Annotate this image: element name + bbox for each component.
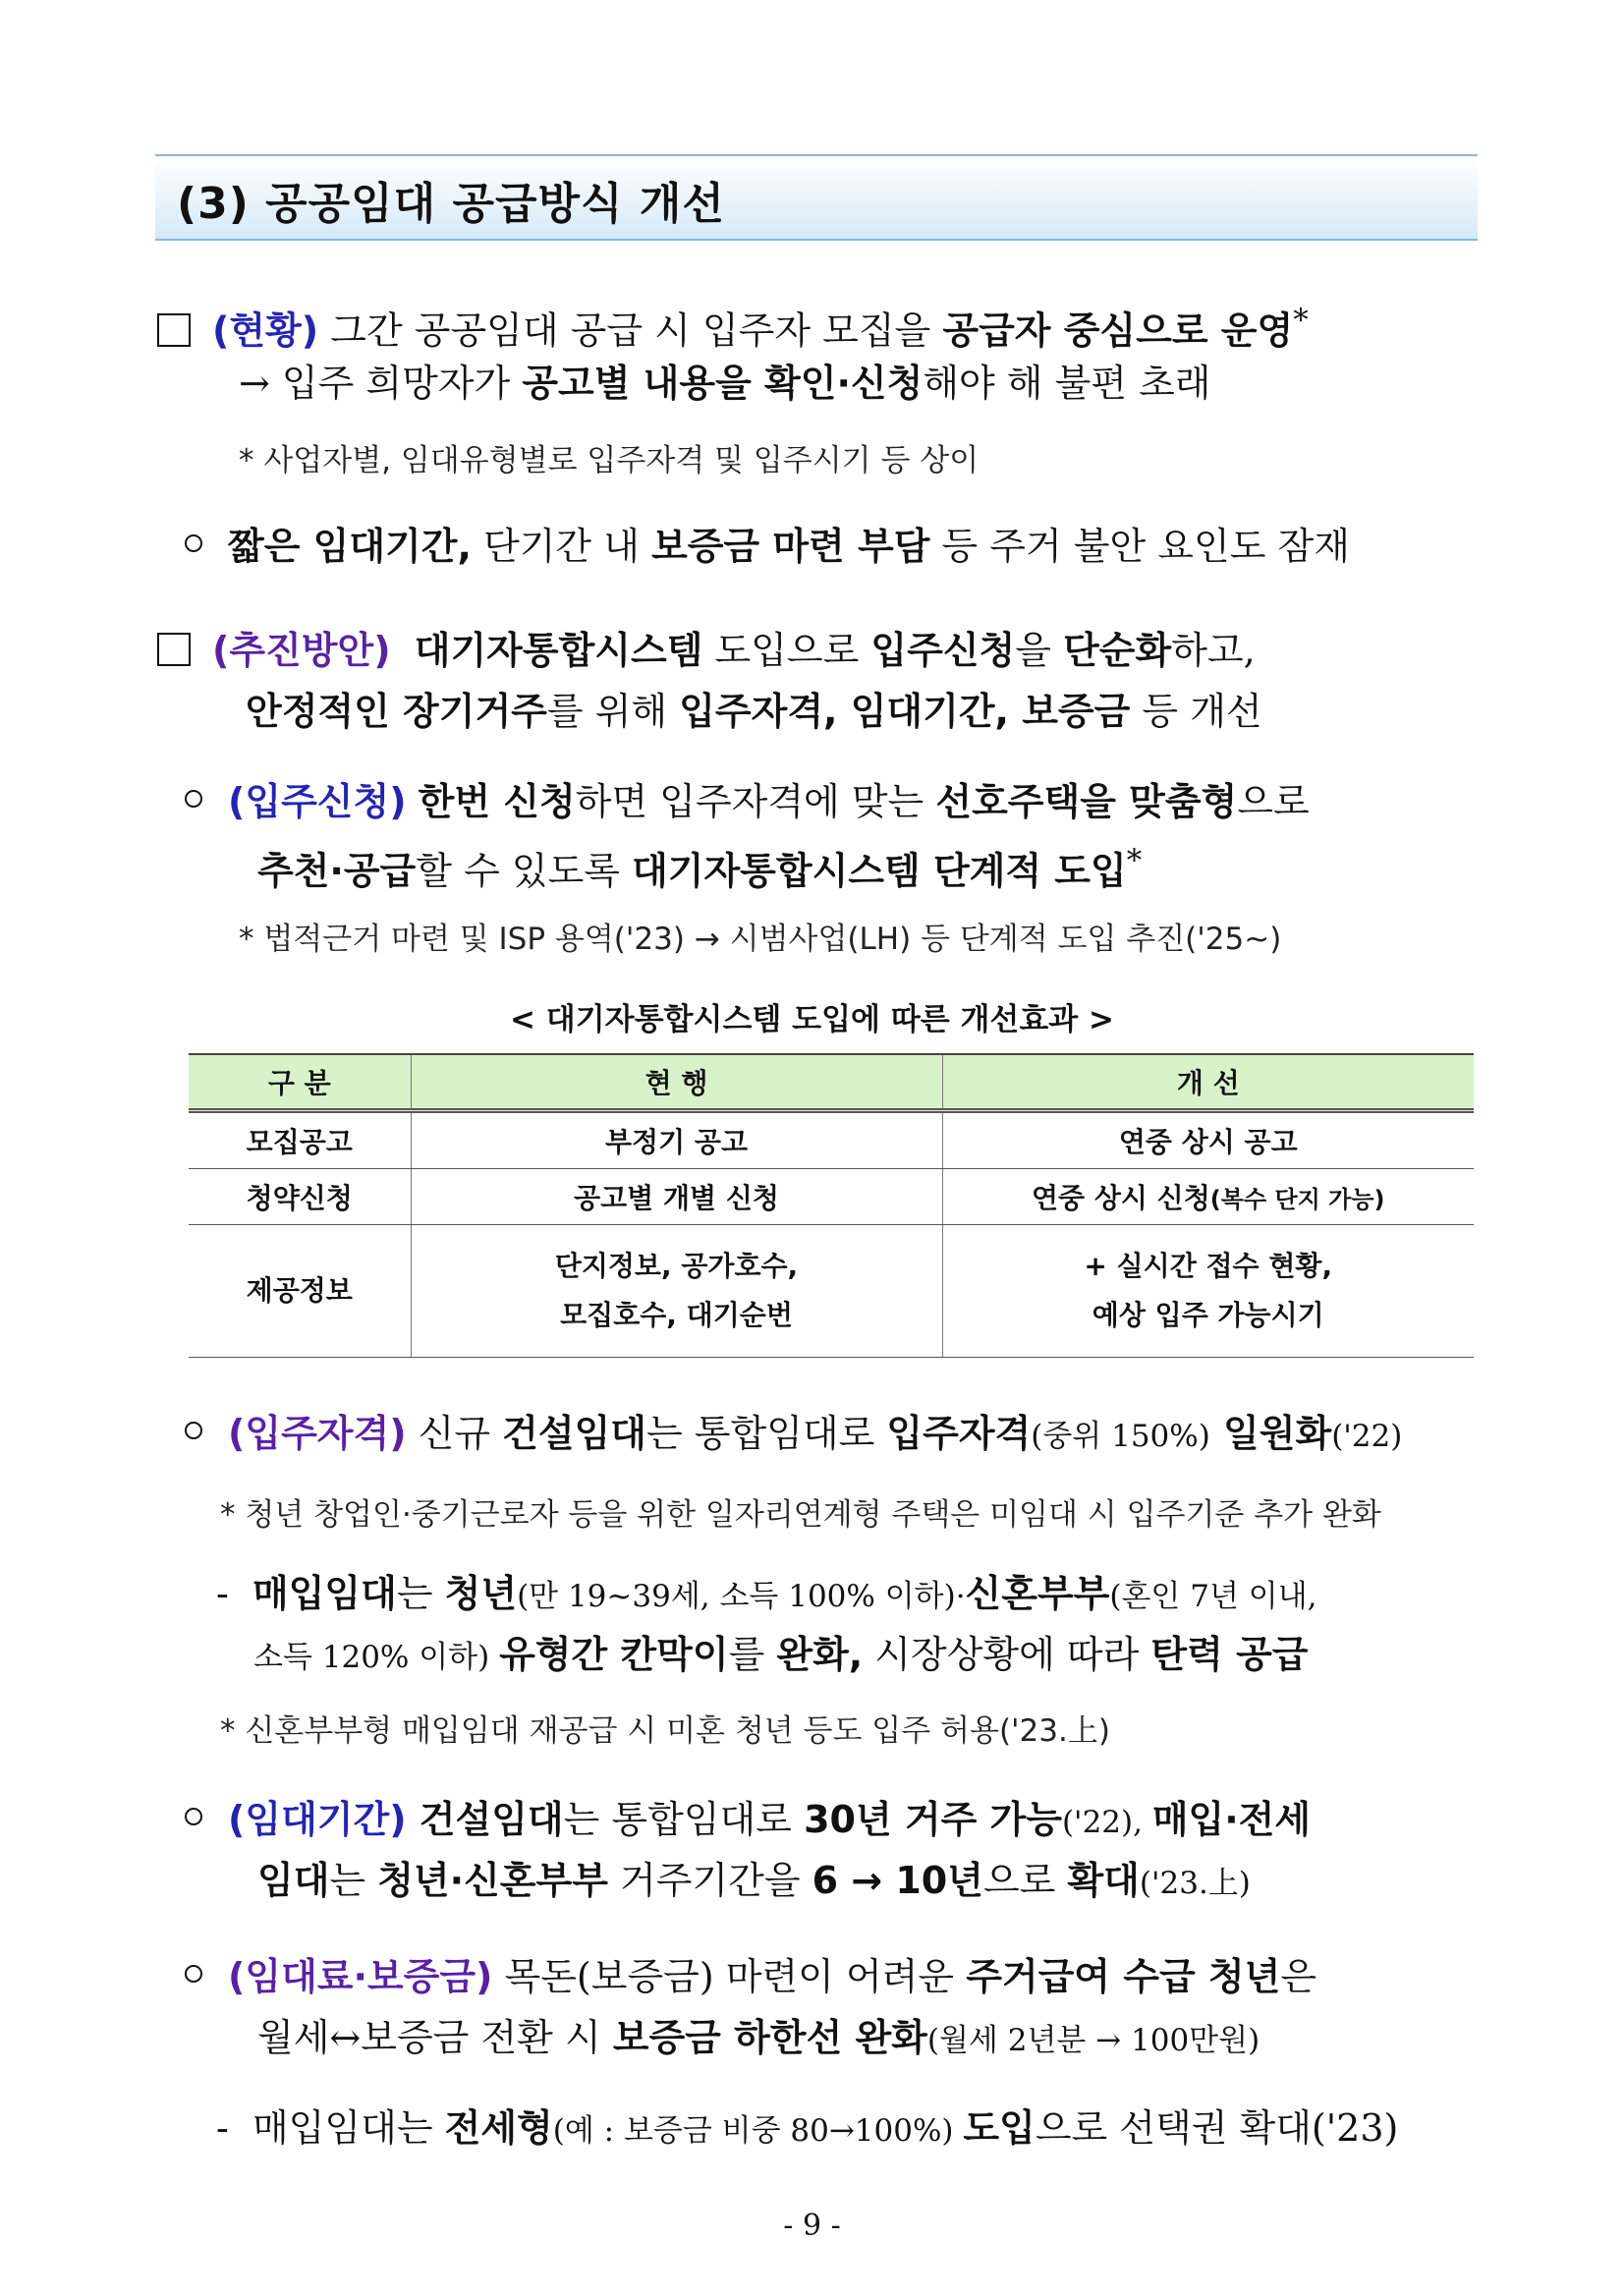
square-bullet-icon bbox=[157, 633, 191, 666]
text: 으로 bbox=[1237, 780, 1310, 823]
emphasis: 확대 bbox=[1067, 1859, 1140, 1902]
emphasis: 공급자 중심으로 운영 bbox=[942, 308, 1294, 353]
text: ('22) bbox=[1331, 1419, 1403, 1454]
cell-text: (복수 단지 가능) bbox=[1209, 1186, 1385, 1213]
emphasis: 보증금 마련 부담 bbox=[651, 525, 930, 568]
emphasis: 추천·공급 bbox=[257, 849, 417, 893]
cell-text: + 실시간 접수 현황, bbox=[1084, 1250, 1333, 1282]
comparison-table bbox=[189, 1053, 1474, 1358]
text: 는 bbox=[396, 1572, 445, 1615]
emphasis: 입주신청 bbox=[870, 629, 1016, 672]
text: 도입으로 bbox=[702, 629, 871, 672]
deposit-dash bbox=[216, 2104, 1398, 2155]
period-line-2 bbox=[257, 1857, 1251, 1907]
emphasis: 대기자통합시스템 단계적 도입 bbox=[632, 849, 1127, 893]
cell-current: 부정기 공고 bbox=[411, 1111, 942, 1169]
table-row bbox=[189, 1111, 1474, 1169]
text: 으로 선택권 확대('23) bbox=[1035, 2106, 1399, 2150]
text: 단기간 내 bbox=[471, 525, 651, 568]
footnote-mark: * bbox=[1126, 843, 1143, 878]
square-bullet-icon bbox=[157, 313, 191, 347]
emphasis: 건설임대 bbox=[406, 1798, 564, 1841]
text: 를 위해 bbox=[546, 690, 680, 733]
circle-bullet-icon bbox=[185, 1422, 202, 1439]
status-sub bbox=[185, 523, 1350, 570]
text: 해야 해 불편 초래 bbox=[923, 362, 1211, 405]
text: ('23.上) bbox=[1139, 1866, 1251, 1901]
text: 매입임대는 bbox=[252, 2106, 445, 2150]
emphasis: 주거급여 수급 청년 bbox=[966, 1955, 1281, 1998]
text: 를 bbox=[728, 1633, 777, 1676]
cell-category: 청약신청 bbox=[189, 1169, 411, 1225]
emphasis: 신혼부부 bbox=[965, 1572, 1110, 1615]
emphasis: 청년·신혼부부 bbox=[377, 1859, 608, 1902]
emphasis: 한번 신청 bbox=[418, 780, 576, 823]
cell-improved bbox=[942, 1225, 1474, 1358]
circle-bullet-icon bbox=[185, 1808, 202, 1825]
emphasis: 선호주택을 맞춤형 bbox=[935, 780, 1238, 823]
text: 소득 120% 이하) bbox=[253, 1640, 500, 1675]
deposit-label: (임대료·보증금) bbox=[228, 1955, 493, 1998]
text: 는 통합임대로 bbox=[563, 1798, 805, 1841]
cell-text: 단지정보, 공가호수, bbox=[554, 1250, 799, 1282]
text: 으로 bbox=[982, 1859, 1068, 1902]
cell-category: 제공정보 bbox=[189, 1225, 411, 1358]
apply-line-1 bbox=[185, 778, 1310, 825]
eligibility-line-1 bbox=[185, 1410, 1402, 1460]
plan-label: (추진방안) bbox=[212, 629, 391, 672]
apply-line-2 bbox=[257, 837, 1142, 895]
header-category: 구 분 bbox=[189, 1054, 411, 1111]
plan-line-2 bbox=[246, 688, 1262, 735]
table-header-row bbox=[189, 1054, 1474, 1111]
text: → 입주 희망자가 bbox=[239, 362, 523, 405]
circle-bullet-icon bbox=[185, 790, 202, 808]
deposit-line-2 bbox=[257, 2014, 1260, 2064]
text: (월세 2년분 → 100만원) bbox=[926, 2023, 1260, 2058]
text: (혼인 7년 이내, bbox=[1109, 1579, 1317, 1614]
period-label: (임대기간) bbox=[228, 1798, 407, 1841]
emphasis: 일원화 bbox=[1209, 1412, 1332, 1455]
eligibility-label: (입주자격) bbox=[228, 1412, 407, 1455]
eligibility-dash-1 bbox=[216, 1570, 1317, 1620]
deposit-line-1 bbox=[185, 1953, 1316, 2000]
table-caption: < 대기자통합시스템 도입에 따른 개선효과 > bbox=[510, 1002, 1114, 1037]
dash-bullet: - bbox=[216, 2106, 252, 2150]
emphasis: 매입·전세 bbox=[1151, 1798, 1312, 1841]
text: 할 수 있도록 bbox=[416, 849, 633, 893]
status-line-1 bbox=[157, 297, 1309, 355]
apply-note: * 법적근거 마련 및 ISP 용역('23) → 시범사업(LH) 등 단계적 도입 추진('25~) bbox=[239, 922, 1282, 957]
text: 는 bbox=[329, 1859, 378, 1902]
text: 은 bbox=[1280, 1955, 1317, 1998]
emphasis: 30년 거주 가능 bbox=[804, 1798, 1062, 1841]
plan-line-1 bbox=[157, 627, 1256, 674]
header-improved: 개 선 bbox=[942, 1054, 1474, 1111]
apply-label: (입주신청) bbox=[228, 780, 407, 823]
emphasis: 전세형 bbox=[444, 2106, 553, 2150]
text: 등 주거 불안 요인도 잠재 bbox=[929, 525, 1350, 568]
emphasis: 청년 bbox=[444, 1572, 518, 1615]
cell-improved bbox=[942, 1169, 1474, 1225]
cell-current: 공고별 개별 신청 bbox=[411, 1169, 942, 1225]
cell-improved: 연중 상시 공고 bbox=[942, 1111, 1474, 1169]
emphasis: 대기자통합시스템 bbox=[414, 629, 703, 672]
status-line-2 bbox=[239, 360, 1211, 407]
status-label: (현황) bbox=[212, 308, 319, 353]
status-note: * 사업자별, 임대유형별로 입주자격 및 입주시기 등 상이 bbox=[239, 443, 980, 478]
emphasis: 도입 bbox=[963, 2106, 1036, 2150]
text: 목돈(보증금) 마련이 어려운 bbox=[492, 1955, 967, 1998]
text: 신규 bbox=[406, 1412, 503, 1455]
emphasis: 공고별 내용을 확인·신청 bbox=[522, 362, 924, 405]
cell-text: 모집호수, 대기순번 bbox=[560, 1299, 793, 1331]
text: 시장상황에 따라 bbox=[863, 1633, 1151, 1676]
text: 그간 공공임대 공급 시 입주자 모집을 bbox=[330, 308, 943, 353]
eligibility-dash-2 bbox=[253, 1631, 1308, 1681]
emphasis: 건설임대 bbox=[502, 1412, 646, 1455]
cell-text: 연중 상시 신청 bbox=[1031, 1182, 1210, 1214]
circle-bullet-icon bbox=[185, 1965, 202, 1983]
emphasis: 유형간 칸막이 bbox=[499, 1633, 729, 1676]
section-heading bbox=[155, 154, 1478, 241]
cell-category: 모집공고 bbox=[189, 1111, 411, 1169]
page-number: - 9 - bbox=[783, 2209, 841, 2243]
table-row bbox=[189, 1225, 1474, 1358]
text: (중위 150%) bbox=[1031, 1419, 1210, 1454]
emphasis: 안정적인 장기거주 bbox=[246, 690, 547, 733]
text: 하고, bbox=[1171, 629, 1256, 672]
text: (만 19~39세, 소득 100% 이하)· bbox=[517, 1579, 966, 1614]
eligibility-note: * 청년 창업인·중기근로자 등을 위한 일자리연계형 주택은 미임대 시 입주기준 추가 완화 bbox=[220, 1497, 1381, 1533]
emphasis: 매입임대 bbox=[252, 1572, 397, 1615]
text: 거주기간을 bbox=[607, 1859, 812, 1902]
emphasis: 탄력 공급 bbox=[1150, 1633, 1309, 1676]
eligibility-note-2: * 신혼부부형 매입임대 재공급 시 미혼 청년 등도 입주 허용('23.上) bbox=[220, 1713, 1110, 1749]
text: 등 개선 bbox=[1130, 690, 1262, 733]
period-line-1 bbox=[185, 1796, 1311, 1846]
section-title: (3) 공공임대 공급방식 개선 bbox=[177, 179, 725, 229]
emphasis: 보증금 하한선 완화 bbox=[612, 2016, 927, 2059]
dash-bullet: - bbox=[216, 1572, 252, 1615]
emphasis: 입주자격 bbox=[886, 1412, 1032, 1455]
emphasis: 단순화 bbox=[1063, 629, 1172, 672]
circle-bullet-icon bbox=[185, 534, 202, 552]
header-current: 현 행 bbox=[411, 1054, 942, 1111]
text: 을 bbox=[1015, 629, 1064, 672]
text: 는 통합임대로 bbox=[646, 1412, 887, 1455]
text: ('22), bbox=[1061, 1805, 1152, 1840]
footnote-mark: * bbox=[1293, 303, 1309, 338]
cell-current bbox=[411, 1225, 942, 1358]
emphasis: 입주자격, 임대기간, 보증금 bbox=[679, 690, 1131, 733]
emphasis: 짧은 임대기간, bbox=[228, 525, 472, 568]
text: (예 : 보증금 비중 80→100%) bbox=[552, 2113, 964, 2149]
emphasis: 6 → 10년 bbox=[812, 1859, 983, 1902]
text: 월세↔보증금 전환 시 bbox=[257, 2016, 613, 2059]
table-row bbox=[189, 1169, 1474, 1225]
text: 하면 입주자격에 맞는 bbox=[575, 780, 936, 823]
emphasis: 임대 bbox=[257, 1859, 330, 1902]
cell-text: 예상 입주 가능시기 bbox=[1092, 1299, 1324, 1331]
emphasis: 완화, bbox=[776, 1633, 864, 1676]
